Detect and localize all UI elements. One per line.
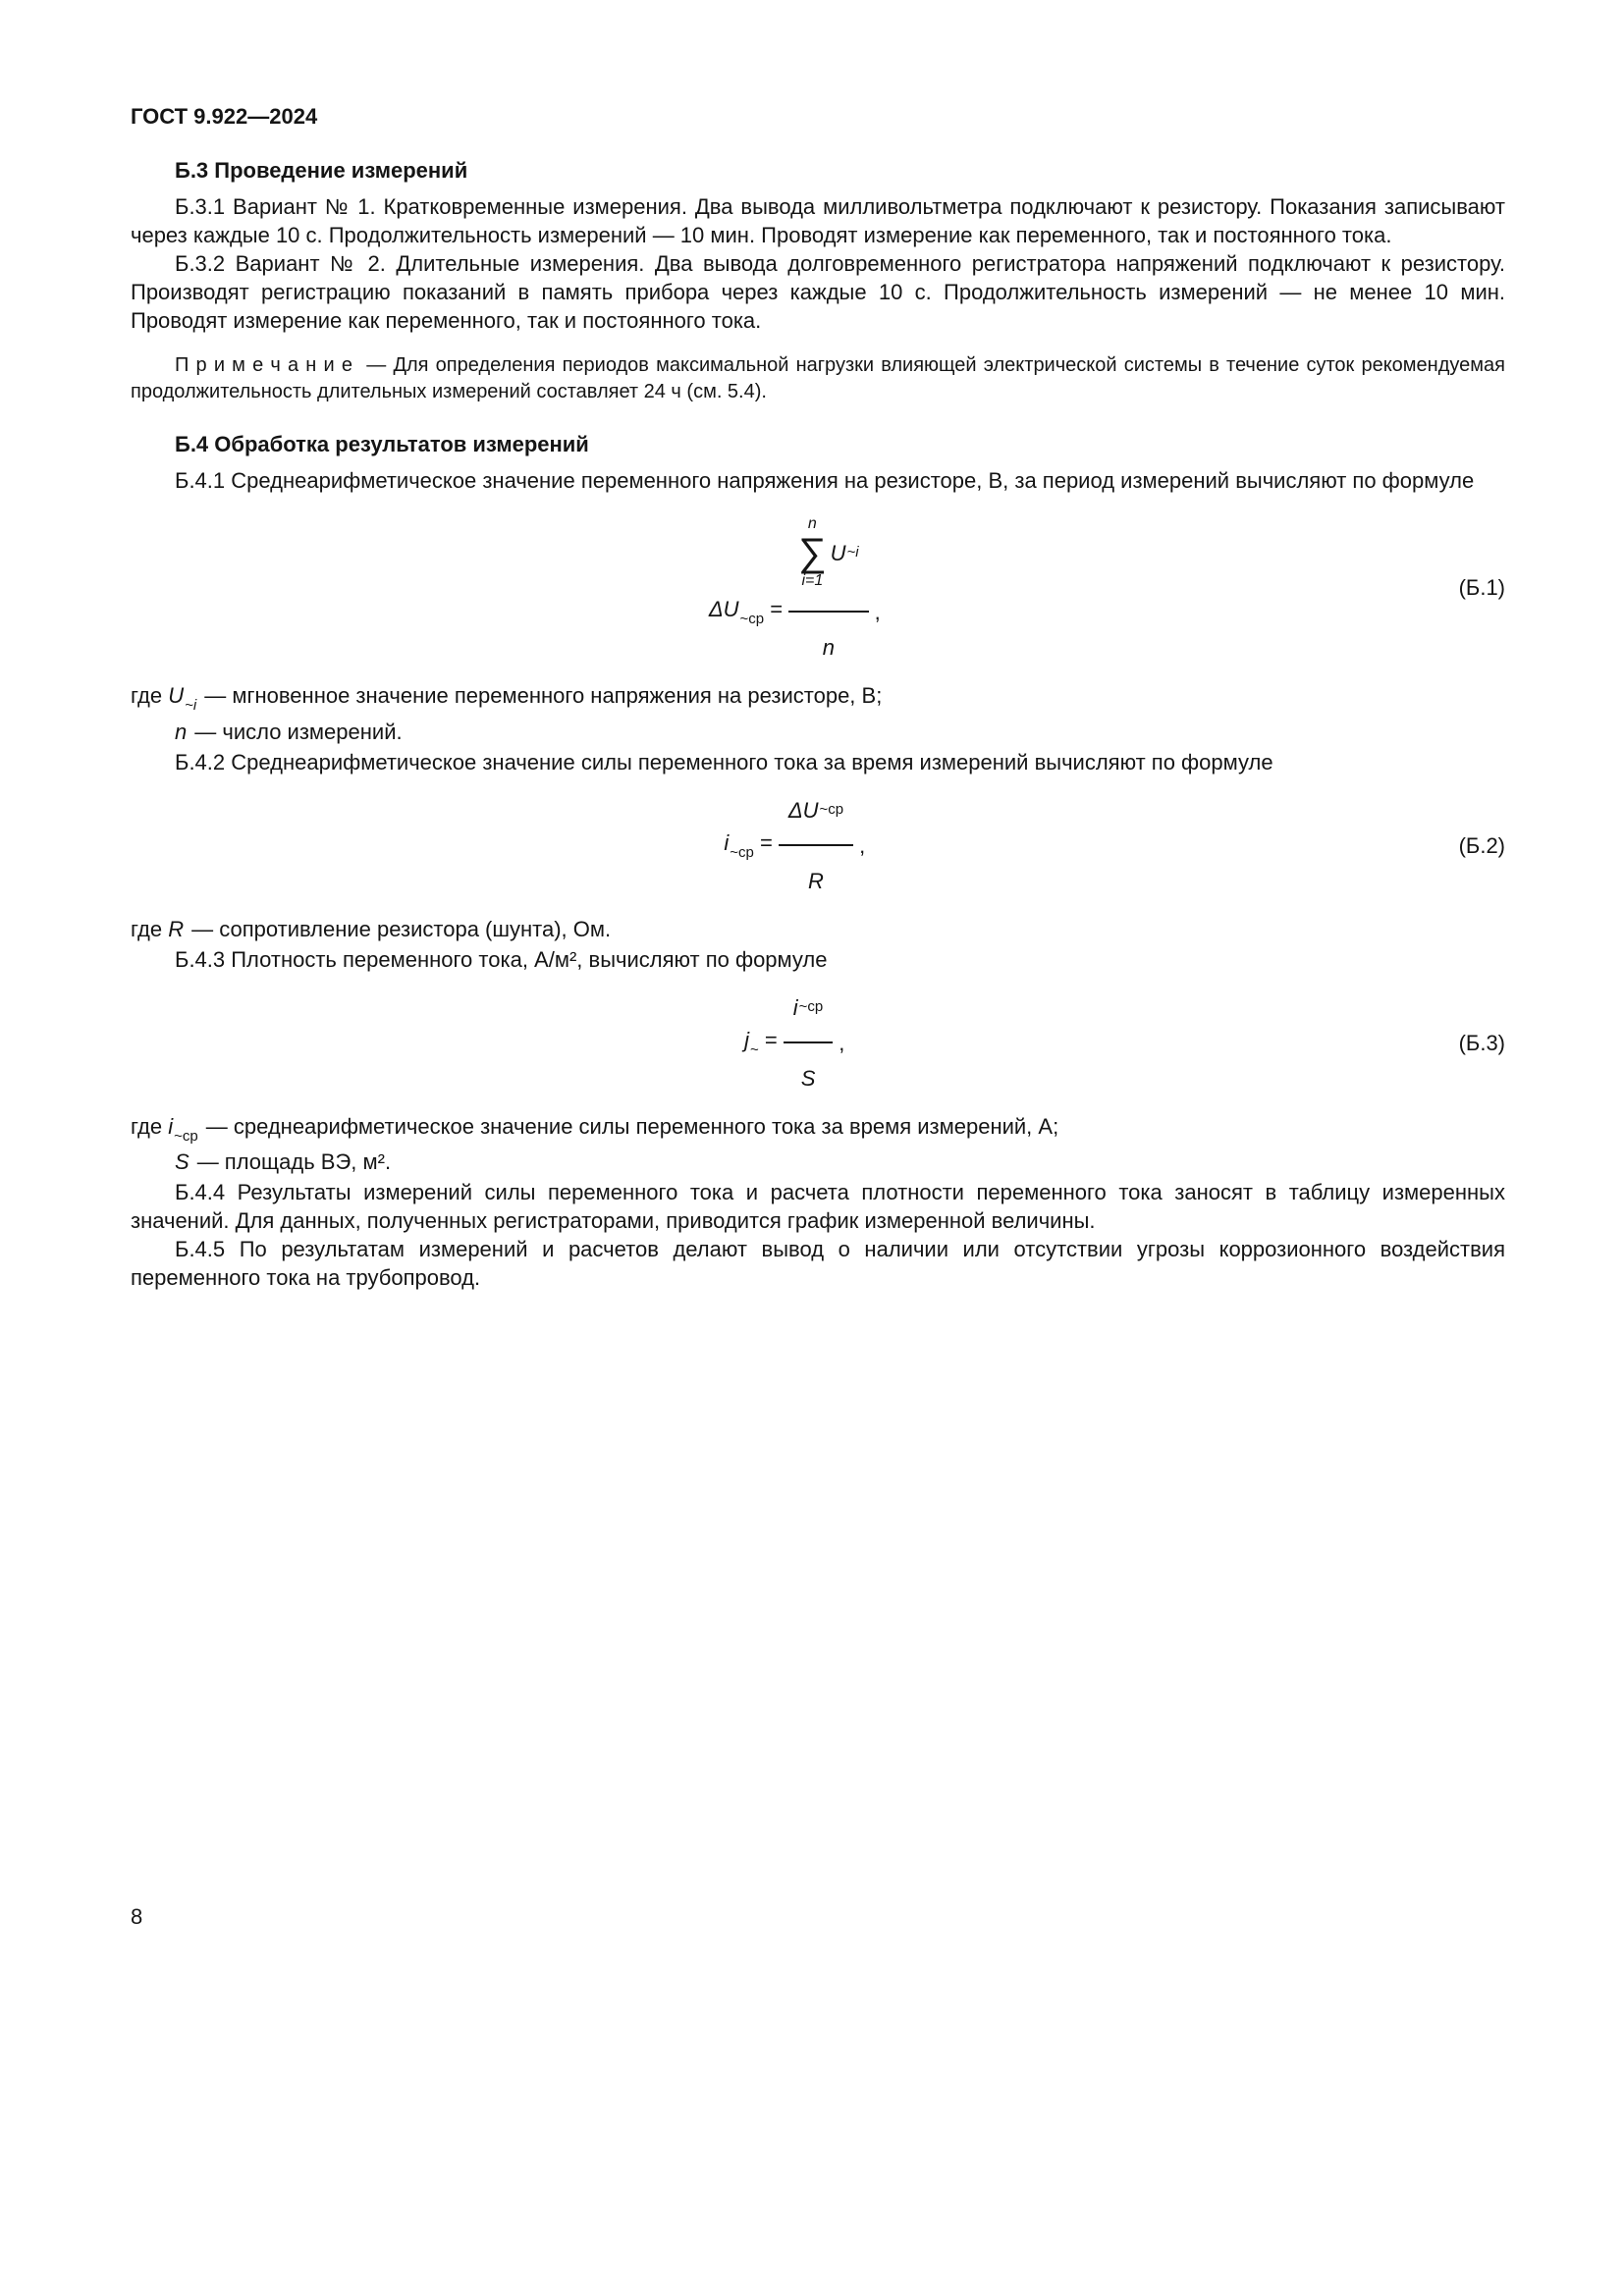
note-b3	[131, 352, 1505, 404]
equation-b3	[744, 993, 844, 1093]
equation-b2-lhs	[724, 828, 772, 863]
equation-b3-numerator	[784, 993, 834, 1026]
var-j: j	[744, 1027, 750, 1052]
where-text: — мгновенное значение переменного напряжения на резисторе, В;	[204, 682, 883, 708]
var-u: U	[168, 682, 185, 708]
equals-sign: =	[764, 1027, 778, 1052]
var-n: n	[822, 634, 835, 660]
where-text: — среднеарифметическое значение силы переменного тока за время измерений, А;	[205, 1113, 1059, 1139]
where-line-b42	[131, 915, 1505, 943]
sub-i: ~i	[185, 696, 197, 714]
sub-sr: ~ср	[730, 843, 754, 861]
equation-b1-lhs	[709, 595, 783, 629]
page-number: 8	[131, 1904, 143, 1929]
note-label: П р и м е ч а н и е	[175, 354, 352, 377]
var-r: R	[808, 868, 824, 893]
fraction-bar	[779, 844, 853, 846]
formula-b2	[131, 796, 1505, 895]
var-s: S	[800, 1065, 816, 1091]
var-n: n	[175, 719, 188, 744]
formula-comma: ,	[874, 599, 881, 624]
formula-comma: ,	[839, 1030, 845, 1055]
section-title-b4: Б.4 Обработка результатов измерений	[175, 432, 589, 456]
var-delta-u: ΔU	[787, 797, 819, 823]
sigma-icon: ∑	[798, 531, 827, 575]
fraction-bar	[788, 611, 869, 613]
formula-b3	[131, 993, 1505, 1093]
formula-number-b3: (Б.3)	[1458, 1030, 1505, 1055]
formula-b1	[131, 514, 1505, 662]
sub-sr: ~ср	[174, 1127, 198, 1145]
paragraph-b4-2: Б.4.2 Среднеарифметическое значение силы переменного тока за время измерений вычисляют по формуле	[175, 749, 1273, 774]
where-lead: где	[131, 682, 163, 708]
sub-sr: ~ср	[739, 611, 765, 628]
equals-sign: =	[759, 829, 773, 855]
equation-b1-numerator	[788, 514, 869, 595]
equation-b2-numerator	[779, 796, 853, 828]
fraction-bar	[784, 1041, 834, 1043]
note-text: — Для определения периодов максимальной нагрузки влияющей электрической системы в течение суток рекомендуемая продолжительность длительных измерений составляет 24 ч (см. 5.4).	[131, 354, 1505, 402]
var-u: U	[830, 540, 846, 565]
where-line-b41-1	[131, 681, 1505, 716]
paragraph-b4-5: Б.4.5 По результатам измерений и расчетов делают вывод о наличии или отсутствии угрозы коррозионного воздействия переменного тока на трубопровод.	[131, 1237, 1505, 1291]
formula-comma: ,	[859, 832, 866, 858]
where-lead: где	[131, 1113, 163, 1139]
var-i: i	[168, 1113, 174, 1139]
var-delta-u: ΔU	[708, 597, 739, 622]
formula-b2-body	[131, 796, 1459, 895]
var-i: i	[792, 994, 798, 1020]
where-line-b41-2	[131, 718, 1505, 746]
sub-i: ~i	[846, 544, 859, 561]
sum-lower-limit: i=1	[801, 572, 824, 590]
var-i: i	[724, 829, 730, 855]
formula-b1-body	[131, 514, 1459, 662]
equation-b3-lhs	[744, 1026, 778, 1060]
page-content	[131, 102, 1505, 1292]
formula-number-b1: (Б.1)	[1458, 575, 1505, 601]
where-text: — сопротивление резистора (шунта), Ом.	[191, 916, 612, 941]
paragraph-b4-4: Б.4.4 Результаты измерений силы переменного тока и расчета плотности переменного тока заносят в таблицу измеренных значений. Для данных, полученных регистраторами, приводится график измеренной величины.	[131, 1180, 1505, 1234]
paragraph-b3-1: Б.3.1 Вариант № 1. Кратковременные измерения. Два вывода милливольтметра подключают к резистору. Показания записывают через каждые 10 с. Продолжительность измерений — 10 мин. Проводят измерение как переменного, так и постоянного тока.	[131, 194, 1505, 248]
running-header: ГОСТ 9.922—2024	[131, 104, 318, 129]
sub-sr: ~ср	[798, 998, 824, 1016]
sub-tilde: ~	[750, 1041, 759, 1058]
section-title-b3: Б.3 Проведение измерений	[175, 158, 468, 184]
formula-b3-body	[131, 993, 1459, 1093]
equation-b1	[709, 514, 881, 662]
sum-upper-limit: n	[807, 515, 817, 533]
equation-b2	[724, 796, 865, 895]
paragraph-b3-2: Б.3.2 Вариант № 2. Длительные измерения. Два вывода долговременного регистратора напряжений подключают к резистору. Производят регистрацию показаний в память прибора через каждые 10 с. Продолжительность измерений — не менее 10 мин. Проводят измерение как переменного, так и постоянного тока.	[131, 251, 1505, 334]
where-text: — площадь ВЭ, м².	[196, 1149, 392, 1175]
summation-symbol	[798, 514, 827, 591]
where-line-b43-1	[131, 1112, 1505, 1147]
where-lead: где	[131, 916, 163, 941]
where-text: — число измерений.	[194, 719, 403, 744]
var-s: S	[175, 1149, 189, 1175]
var-r: R	[168, 916, 185, 941]
equals-sign: =	[770, 597, 784, 622]
paragraph-b4-3: Б.4.3 Плотность переменного тока, А/м², вычисляют по формуле	[175, 946, 828, 972]
paragraph-b4-1: Б.4.1 Среднеарифметическое значение переменного напряжения на резисторе, В, за период измерений вычисляют по формуле	[175, 468, 1475, 494]
sub-sr: ~ср	[819, 801, 844, 819]
where-line-b43-2	[131, 1148, 1505, 1176]
formula-number-b2: (Б.2)	[1458, 832, 1505, 858]
